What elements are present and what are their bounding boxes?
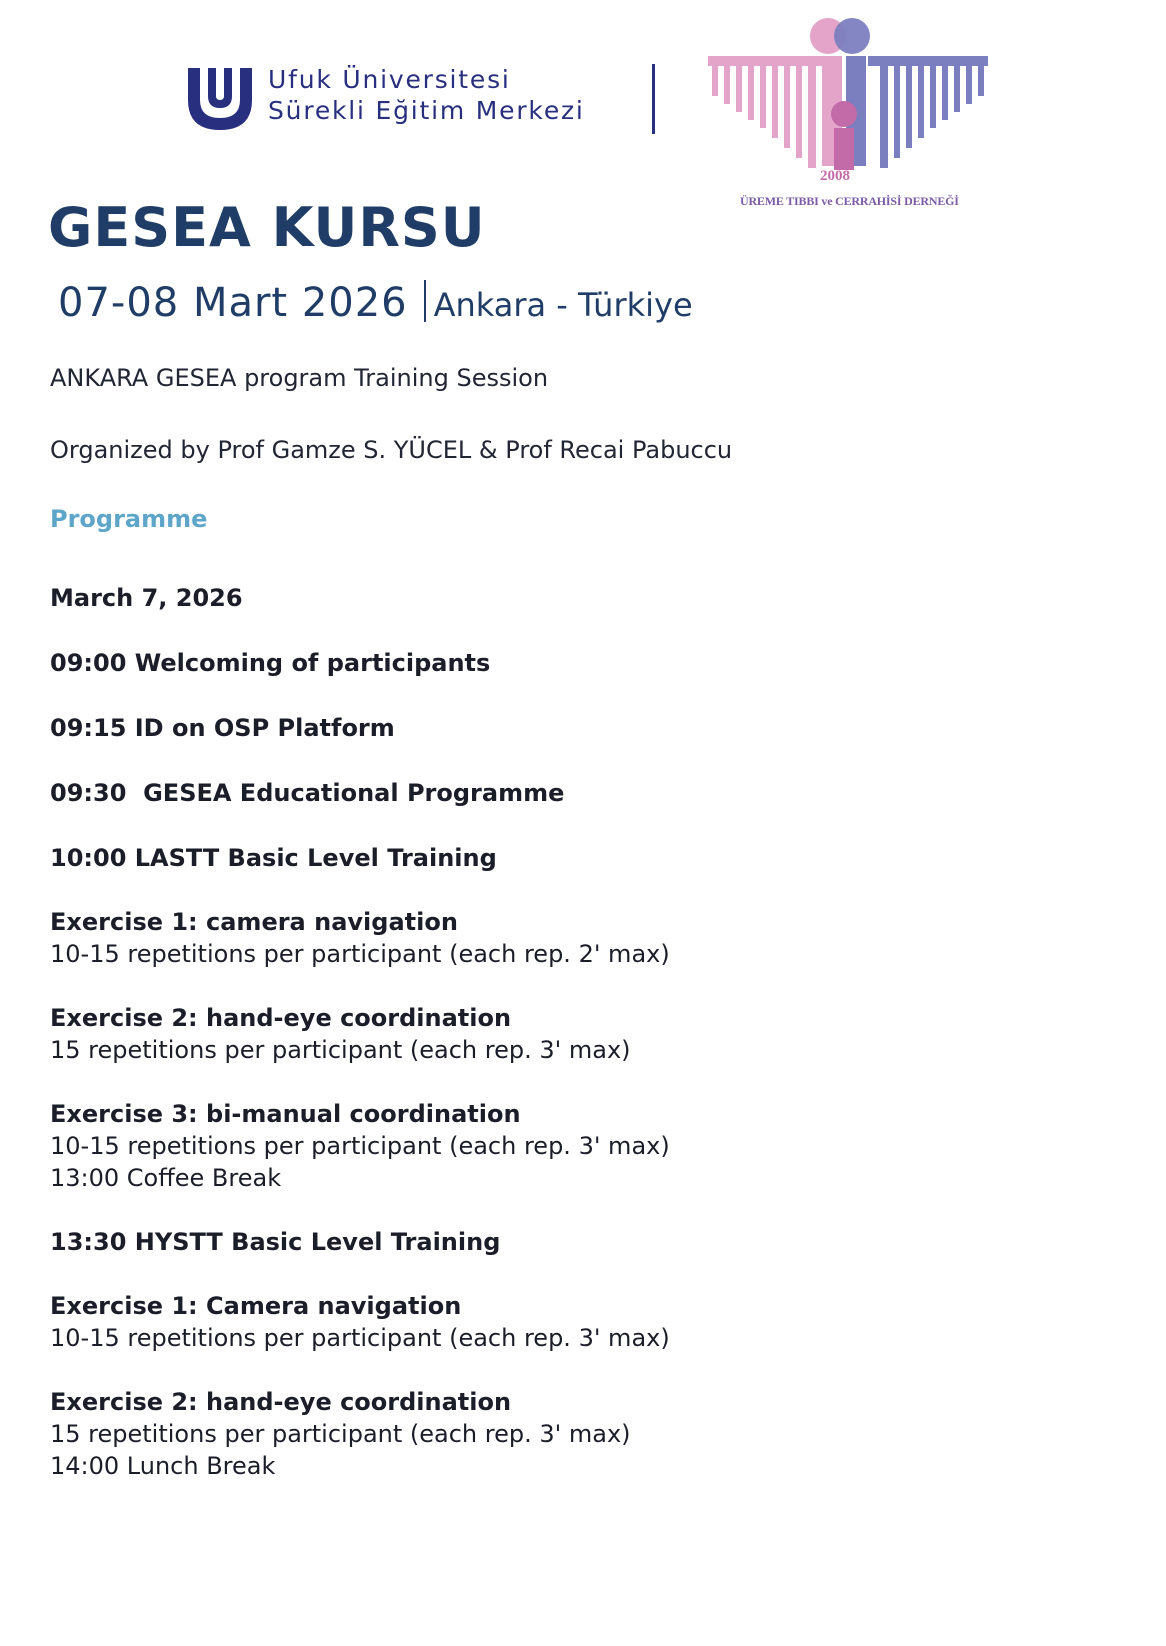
- ufuk-university-name: [268, 64, 585, 126]
- agenda-entry-title: Exercise 1: camera navigation: [50, 908, 458, 936]
- agenda-entry-line: 15 repetitions per participant (each rep. 3' max): [50, 1420, 631, 1448]
- agenda-entry-title: 10:00 LASTT Basic Level Training: [50, 844, 497, 872]
- agenda-entry: [50, 1098, 1110, 1194]
- agenda-entry: [50, 1002, 1110, 1066]
- agenda-entry-title: March 7, 2026: [50, 584, 243, 612]
- ufuk-university-logo: [184, 66, 256, 132]
- organizers: Organized by Prof Gamze S. YÜCEL & Prof Recai Pabuccu: [50, 436, 733, 464]
- agenda-entry-title: Exercise 2: hand-eye coordination: [50, 1388, 512, 1416]
- association-year: 2008: [820, 168, 850, 184]
- agenda-entry: [50, 1386, 1110, 1482]
- agenda-entry-title: Exercise 2: hand-eye coordination: [50, 1004, 512, 1032]
- association-name: ÜREME TIBBI ve CERRAHİSİ DERNEĞİ: [740, 194, 959, 208]
- agenda-entry: [50, 712, 1110, 744]
- agenda-entry: [50, 1226, 1110, 1258]
- course-title: GESEA KURSU: [48, 196, 486, 259]
- agenda-entry: [50, 582, 1110, 614]
- agenda-entry-line: 15 repetitions per participant (each rep. 3' max): [50, 1036, 631, 1064]
- university-line-2: Sürekli Eğitim Merkezi: [268, 96, 585, 125]
- agenda-entry-title: 09:15 ID on OSP Platform: [50, 714, 395, 742]
- agenda: [50, 582, 1110, 1482]
- event-date: 07-08 Mart 2026: [58, 280, 408, 326]
- agenda-entry: [50, 777, 1110, 809]
- agenda-entry-title: 09:00 Welcoming of participants: [50, 649, 491, 677]
- university-line-1: Ufuk Üniversitesi: [268, 65, 511, 94]
- event-date-location: [58, 280, 693, 326]
- event-location: Ankara - Türkiye: [433, 286, 693, 324]
- agenda-entry-line: 10-15 repetitions per participant (each rep. 3' max): [50, 1324, 670, 1352]
- agenda-entry: [50, 842, 1110, 874]
- association-logo: [708, 16, 988, 192]
- session-title: ANKARA GESEA program Training Session: [50, 364, 549, 392]
- agenda-entry: [50, 647, 1110, 679]
- agenda-entry: [50, 906, 1110, 970]
- agenda-entry-line: 10-15 repetitions per participant (each rep. 2' max): [50, 940, 670, 968]
- agenda-entry-line: 13:00 Coffee Break: [50, 1164, 282, 1192]
- agenda-entry: [50, 1290, 1110, 1354]
- agenda-entry-title: 13:30 HYSTT Basic Level Training: [50, 1228, 501, 1256]
- agenda-entry-title: Exercise 1: Camera navigation: [50, 1292, 462, 1320]
- agenda-entry-title: 09:30 GESEA Educational Programme: [50, 779, 565, 807]
- event-separator: [424, 280, 426, 322]
- header-divider: [652, 64, 655, 134]
- programme-heading: Programme: [50, 505, 208, 533]
- agenda-entry-title: Exercise 3: bi-manual coordination: [50, 1100, 521, 1128]
- agenda-entry-line: 14:00 Lunch Break: [50, 1452, 276, 1480]
- agenda-entry-line: 10-15 repetitions per participant (each rep. 3' max): [50, 1132, 670, 1160]
